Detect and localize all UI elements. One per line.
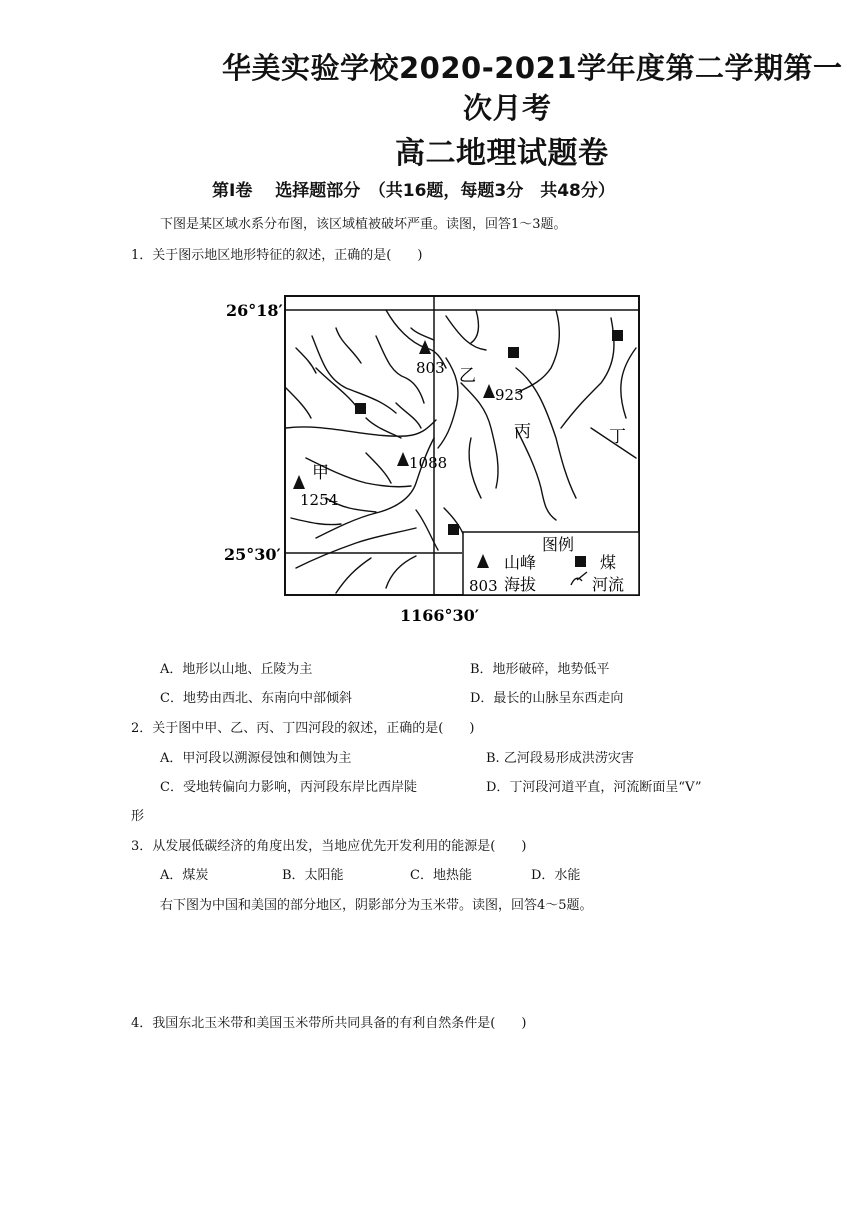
q1-option-b: B．地形破碎，地势低平 [470,662,610,677]
q2-option-a: A．甲河段以溯源侵蚀和侧蚀为主 [160,751,352,766]
peak-icon [293,475,305,489]
label-yi: 乙 [459,366,476,386]
question-3-stem: 3．从发展低碳经济的角度出发，当地应优先开发利用的能源是( ) [131,839,527,854]
legend-coal-label: 煤 [600,553,617,572]
q2-option-c: C．受地转偏向力影响，丙河段东岸比西岸陡 [160,780,417,795]
intro-text: 下图是某区域水系分布图，该区域植被破坏严重。读图，回答1～3题。 [160,217,567,232]
peak-1088 [397,452,447,472]
peak-923 [483,384,524,404]
q3-option-c: C．地热能 [410,868,472,883]
coal-icon [448,524,459,535]
intro-text-2: 右下图为中国和美国的部分地区，阴影部分为玉米带。读图，回答4～5题。 [160,898,593,913]
peak-icon [483,384,495,398]
q3-option-b: B．太阳能 [282,868,344,883]
q3-option-d: D．水能 [531,868,581,883]
label-jia: 甲 [312,463,329,483]
lat-top-label: 26°18′ [226,301,283,320]
q3-option-a: A．煤炭 [160,868,209,883]
map-legend [463,532,639,595]
label-ding: 丁 [609,427,626,447]
q1-option-c: C．地势由西北、东南向中部倾斜 [160,691,352,706]
peak-elevation: 803 [416,359,445,377]
section-heading: 第Ⅰ卷 选择题部分 （共16题，每题3分 共48分） [212,181,615,201]
legend-peak-label: 山峰 [504,553,537,572]
peak-icon [397,452,409,466]
q1-option-d: D．最长的山脉呈东西走向 [470,691,624,706]
coal-icon [612,330,623,341]
lon-label: 1166°30′ [400,606,480,625]
legend-river-label: 河流 [592,575,625,594]
water-system-map [216,288,648,626]
legend-elevation-label: 海拔 [504,575,537,594]
question-4-stem: 4．我国东北玉米带和美国玉米带所共同具备的有利自然条件是( ) [131,1016,527,1031]
coal-icon [508,347,519,358]
label-bing: 丙 [514,422,531,442]
q1-option-a: A．地形以山地、丘陵为主 [160,662,313,677]
coal-icon [355,403,366,414]
legend-title: 图例 [542,535,575,554]
subject-title-clip [395,128,609,171]
exam-title: 次月考 [463,91,552,125]
q2-option-b: B. 乙河段易形成洪涝灾害 [486,751,634,766]
lat-bottom-label: 25°30′ [224,545,281,564]
subject-title: 高二地理试题卷 [395,136,609,171]
legend-elevation-sample: 803 [469,577,498,595]
q2-option-d-wrap: 形 [131,809,145,824]
q2-option-d: D．丁河段河道平直，河流断面呈“V” [486,780,702,795]
question-1-stem: 1．关于图示地区地形特征的叙述，正确的是( ) [131,248,423,263]
peak-icon [419,340,431,354]
question-2-stem: 2．关于图中甲、乙、丙、丁四河段的叙述，正确的是( ) [131,721,475,736]
peak-elevation: 1254 [300,491,339,509]
school-title: 华美实验学校2020-2021学年度第二学期第一 [222,51,843,85]
legend-coal-icon [575,556,586,567]
peak-elevation: 1088 [409,454,448,472]
peak-elevation: 923 [495,386,524,404]
